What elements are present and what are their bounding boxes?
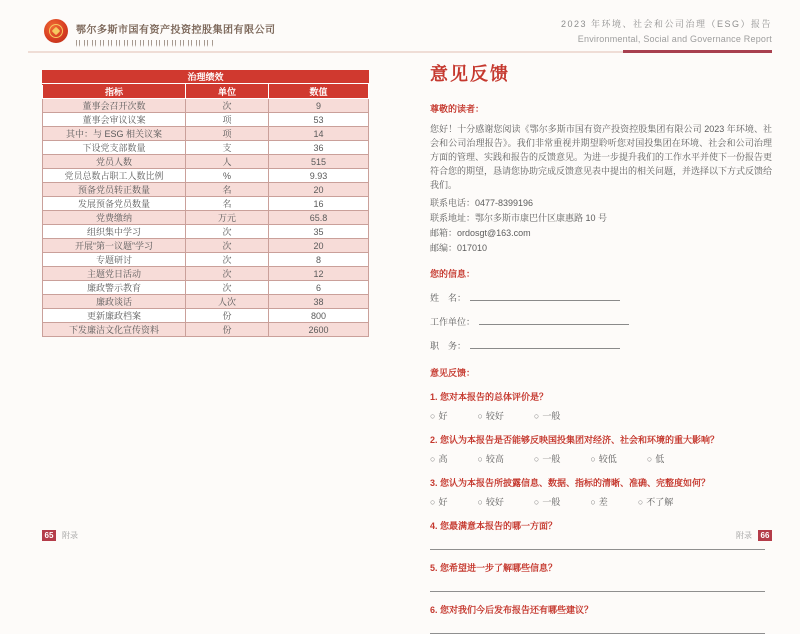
cell-value: 16	[269, 197, 369, 211]
col-header-value: 数值	[269, 85, 369, 99]
radio-option[interactable]: ○ 低	[646, 454, 665, 464]
cell-unit: 项	[186, 113, 269, 127]
radio-circle-icon[interactable]: ○	[637, 497, 644, 507]
info-field-label: 工作单位：	[430, 317, 476, 327]
cell-indicator: 下发廉洁文化宣传资料	[43, 323, 186, 337]
cell-unit: 次	[186, 267, 269, 281]
col-header-unit: 单位	[186, 85, 269, 99]
radio-circle-icon[interactable]: ○	[477, 454, 483, 464]
table-header-row	[43, 85, 369, 99]
cell-indicator: 预备党员转正数量	[43, 183, 186, 197]
cell-unit: 次	[186, 239, 269, 253]
info-field-label: 职 务：	[430, 341, 467, 351]
radio-circle-icon[interactable]: ○	[430, 497, 436, 507]
cell-value: 38	[269, 295, 369, 309]
cell-unit: 项	[186, 127, 269, 141]
radio-option[interactable]: ○ 一般	[533, 497, 561, 507]
question-block	[430, 562, 772, 592]
cell-value: 35	[269, 225, 369, 239]
cell-unit: 支	[186, 141, 269, 155]
table-row	[43, 127, 369, 141]
question-text: 4. 您最满意本报告的哪一方面？	[430, 521, 558, 531]
question-text: 1. 您对本报告的总体评价是？	[430, 392, 549, 402]
info-fields	[430, 291, 772, 352]
page-number-right: 66	[758, 530, 772, 541]
cell-indicator: 组织集中学习	[43, 225, 186, 239]
radio-option[interactable]: ○ 较高	[477, 454, 504, 464]
page-number-left: 65	[42, 530, 56, 541]
feedback-section-label: 意见反馈：	[430, 368, 476, 378]
radio-circle-icon[interactable]: ○	[646, 454, 653, 464]
contact-line: 邮箱：ordosgt@163.com	[430, 228, 531, 238]
cell-unit: 次	[186, 99, 269, 113]
cell-unit: 份	[186, 309, 269, 323]
cell-value: 8	[269, 253, 369, 267]
report-title-en: Environmental, Social and Governance Report	[577, 34, 772, 44]
cell-unit: 次	[186, 253, 269, 267]
cell-value: 53	[269, 113, 369, 127]
radio-circle-icon[interactable]: ○	[477, 411, 483, 421]
mongolian-script-decoration	[76, 40, 214, 47]
table-row	[43, 183, 369, 197]
table-row	[43, 281, 369, 295]
radio-circle-icon[interactable]: ○	[430, 411, 436, 421]
cell-indicator: 党员总数占职工人数比例	[43, 169, 186, 183]
cell-indicator: 其中：与 ESG 相关议案	[43, 127, 186, 141]
table-row	[43, 99, 369, 113]
radio-option[interactable]: ○ 较低	[590, 454, 617, 464]
answer-line[interactable]	[430, 549, 765, 550]
governance-table-body	[43, 99, 369, 337]
cell-value: 36	[269, 141, 369, 155]
cell-unit: 名	[186, 183, 269, 197]
radio-circle-icon[interactable]: ○	[477, 497, 483, 507]
cell-value: 20	[269, 239, 369, 253]
cell-value: 20	[269, 183, 369, 197]
table-row	[43, 141, 369, 155]
cell-unit: 名	[186, 197, 269, 211]
answer-line[interactable]	[430, 591, 765, 592]
option-row	[430, 495, 772, 508]
intro-paragraph: 您好！十分感谢您阅读《鄂尔多斯市国有资产投资控股集团有限公司 2023 年环境、社会和公司治理报告》。我们非常重视并期望聆听您对国投集团在环境、社会和公司治理方面的管理、实践和报告的反馈意见。为进一步提升我们的工作水平并使下一份报告更符合您的期望，恳请您协助完成反馈意见表中提出的相关问题，并选择以下方式反馈给我们。	[430, 124, 773, 190]
contact-list	[430, 199, 772, 253]
table-row	[43, 309, 369, 323]
radio-option[interactable]: ○ 好	[430, 411, 448, 421]
cell-indicator: 专题研讨	[43, 253, 186, 267]
company-block	[76, 21, 276, 47]
question-block	[430, 391, 772, 422]
cell-value: 9	[269, 99, 369, 113]
table-title: 治理绩效	[42, 70, 369, 84]
radio-circle-icon[interactable]: ○	[533, 411, 540, 421]
table-row	[43, 253, 369, 267]
cell-indicator: 更新廉政档案	[43, 309, 186, 323]
cell-value: 800	[269, 309, 369, 323]
cell-indicator: 董事会审议议案	[43, 113, 186, 127]
cell-indicator: 下设党支部数量	[43, 141, 186, 155]
cell-indicator: 发展预备党员数量	[43, 197, 186, 211]
page-title: 意见反馈	[430, 64, 510, 84]
question-text: 5. 您希望进一步了解哪些信息？	[430, 563, 558, 573]
question-text: 3. 您认为本报告所披露信息、数据、指标的清晰、准确、完整度如何？	[430, 478, 711, 488]
cell-value: 6	[269, 281, 369, 295]
contact-line: 联系电话：0477-8399196	[430, 198, 534, 208]
cell-indicator: 党费缴纳	[43, 211, 186, 225]
cell-indicator: 主题党日活动	[43, 267, 186, 281]
radio-option[interactable]: ○ 差	[590, 497, 608, 507]
logo-emblem	[52, 27, 60, 35]
question-list	[430, 391, 772, 634]
cell-unit: 份	[186, 323, 269, 337]
cell-indicator: 廉政谈话	[43, 295, 186, 309]
header-divider-accent	[623, 50, 772, 53]
radio-option[interactable]: ○ 不了解	[637, 497, 674, 507]
cell-unit: 次	[186, 225, 269, 239]
page-header	[0, 0, 800, 54]
cell-indicator: 董事会召开次数	[43, 99, 186, 113]
your-info-label: 您的信息：	[430, 269, 476, 279]
radio-circle-icon[interactable]: ○	[533, 454, 540, 464]
table-row	[43, 211, 369, 225]
option-row	[430, 409, 772, 422]
right-page	[430, 60, 772, 634]
report-title-zh: 2023 年环境、社会和公司治理（ESG）报告	[560, 19, 772, 29]
left-page	[42, 70, 368, 337]
radio-circle-icon[interactable]: ○	[590, 454, 596, 464]
info-input-line[interactable]	[470, 292, 620, 301]
cell-value: 65.8	[269, 211, 369, 225]
table-row	[43, 295, 369, 309]
cell-indicator: 廉政警示教育	[43, 281, 186, 295]
cell-value: 12	[269, 267, 369, 281]
question-block	[430, 477, 772, 508]
radio-option[interactable]: ○ 一般	[533, 454, 561, 464]
radio-option[interactable]: ○ 一般	[533, 411, 561, 421]
info-field	[430, 315, 772, 328]
footer-label-left: 附录	[62, 531, 78, 540]
table-row	[43, 267, 369, 281]
cell-value: 14	[269, 127, 369, 141]
table-row	[43, 225, 369, 239]
col-header-indicator: 指标	[43, 85, 186, 99]
governance-performance-table	[42, 70, 369, 337]
cell-indicator: 党员人数	[43, 155, 186, 169]
cell-unit: 次	[186, 281, 269, 295]
contact-line: 邮编：017010	[430, 243, 488, 253]
cell-unit: 人	[186, 155, 269, 169]
question-text: 6. 您对我们今后发布报告还有哪些建议？	[430, 605, 594, 615]
radio-circle-icon[interactable]: ○	[533, 497, 540, 507]
radio-circle-icon[interactable]: ○	[430, 454, 436, 464]
table-row	[43, 239, 369, 253]
radio-option[interactable]: ○ 好	[430, 497, 448, 507]
radio-option[interactable]: ○ 较好	[477, 497, 504, 507]
footer-left	[42, 530, 78, 541]
info-field-label: 姓 名：	[430, 293, 467, 303]
info-input-line[interactable]	[470, 340, 620, 349]
table-row	[43, 113, 369, 127]
table-row	[43, 323, 369, 337]
radio-option[interactable]: ○ 较好	[477, 411, 504, 421]
question-block	[430, 434, 772, 465]
question-text: 2. 您认为本报告是否能够反映国投集团对经济、社会和环境的重大影响？	[430, 435, 720, 445]
company-name: 鄂尔多斯市国有资产投资控股集团有限公司	[76, 25, 276, 36]
cell-indicator: 开展“第一议题”学习	[43, 239, 186, 253]
footer-label-right: 附录	[736, 531, 752, 540]
info-field	[430, 291, 772, 304]
report-title-block	[561, 17, 772, 44]
company-logo-icon	[44, 19, 68, 43]
cell-unit: 万元	[186, 211, 269, 225]
logo-ring	[49, 24, 63, 38]
table-row	[43, 197, 369, 211]
radio-circle-icon[interactable]: ○	[590, 497, 596, 507]
table-row	[43, 169, 369, 183]
question-block	[430, 520, 772, 550]
table-row	[43, 155, 369, 169]
option-row	[430, 452, 772, 465]
footer-right	[736, 530, 772, 541]
cell-value: 515	[269, 155, 369, 169]
cell-value: 9.93	[269, 169, 369, 183]
salutation: 尊敬的读者：	[430, 104, 485, 114]
contact-line: 联系地址：鄂尔多斯市康巴什区康惠路 10 号	[430, 213, 608, 223]
cell-unit: 人次	[186, 295, 269, 309]
cell-unit: %	[186, 169, 269, 183]
question-block	[430, 604, 772, 634]
info-input-line[interactable]	[479, 316, 629, 325]
cell-value: 2600	[269, 323, 369, 337]
radio-option[interactable]: ○ 高	[430, 454, 448, 464]
info-field	[430, 339, 772, 352]
